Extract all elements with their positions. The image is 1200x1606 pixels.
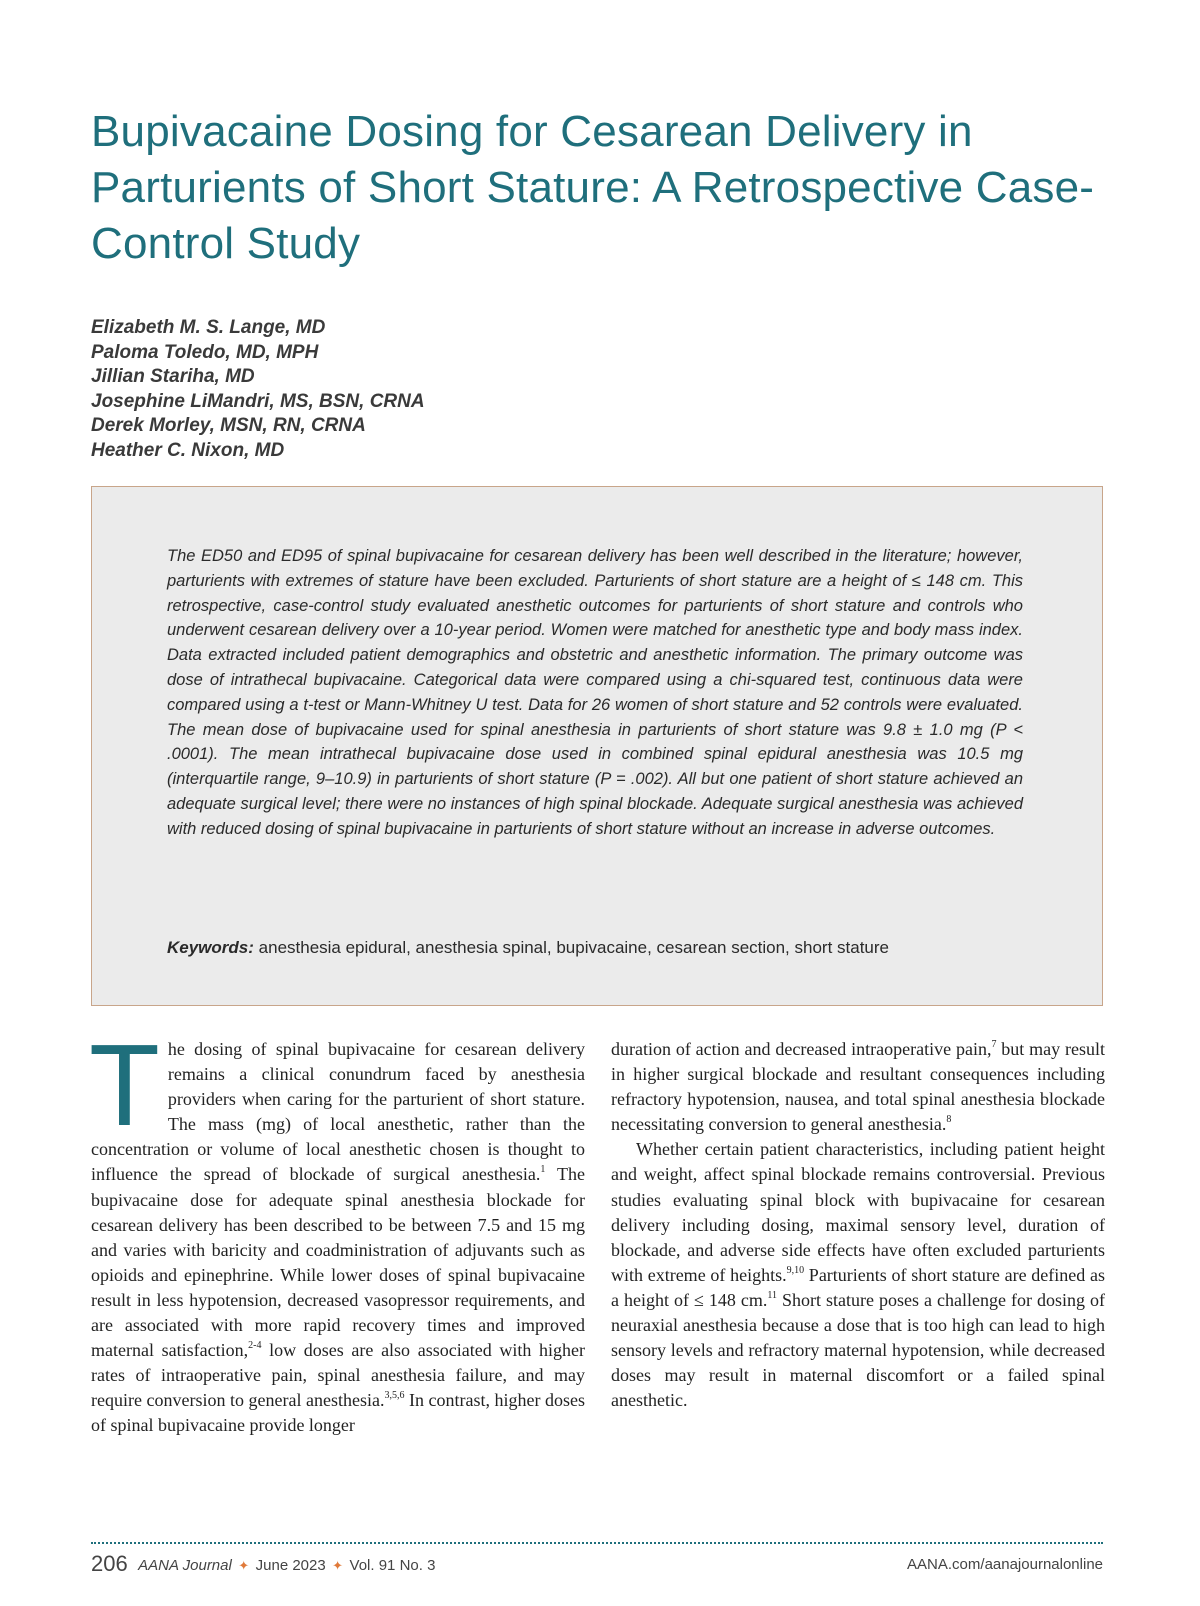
- body-text: Short stature poses a challenge for dosing of neuraxial anesthesia because a dose that is too high can lead to high sensory levels and refractory maternal hypotension, while decreased doses may result in maternal discomfort or a failed spinal anesthetic.: [611, 1289, 1106, 1411]
- author-name: Heather C. Nixon, MD: [91, 439, 285, 461]
- keywords-label: Keywords:: [167, 938, 254, 957]
- author-name: Josephine LiMandri, MS, BSN, CRNA: [91, 390, 425, 412]
- author-name: Derek Morley, MSN, RN, CRNA: [91, 415, 366, 437]
- body-text: In contrast, higher doses of spinal bupivacaine provide longer: [91, 1390, 585, 1436]
- citation-ref: 9,10: [786, 1264, 805, 1276]
- body-text: low doses are also associated with higher rates of intraoperative pain, spinal anesthesia failure, and may require conversion to general anesthesia.: [91, 1340, 585, 1411]
- citation-ref: 8: [946, 1114, 952, 1126]
- author-name: Paloma Toledo, MD, MPH: [91, 341, 319, 363]
- body-column-left: [89, 1020, 585, 1439]
- journal-url: AANA.com/aanajournalonline: [907, 1556, 1103, 1573]
- body-column-right: [611, 1037, 1105, 1413]
- body-text: but may result in higher surgical blockade and resultant consequences including refractory hypotension, nausea, and total spinal anesthesia blockade necessitating conversion to general anesthesia.: [611, 1039, 1105, 1135]
- intro-paragraph: [89, 1020, 585, 1439]
- body-text: The bupivacaine dose for adequate spinal anesthesia blockade for cesarean delivery has been described to be between 7.5 and 15 mg and varies with baricity and coadministration of adjuvants such as opioids and epinephrine. While lower doses of spinal bupivacaine result in less hypotension, decreased vasopressor requirements, and are associated with more rapid recovery times and improved maternal satisfaction,: [91, 1164, 585, 1361]
- body-text: Parturients of short stature are defined as a height of ≤ 148 cm.: [611, 1264, 1105, 1310]
- citation-ref: 3,5,6: [384, 1390, 405, 1402]
- keywords-line: [167, 936, 1047, 960]
- body-text: Whether certain patient characteristics, including patient height and weight, affect spinal blockade remains controversial. Previous studies evaluating spinal block with bupivacaine for cesarean delivery including dosing, maximal sensory level, duration of blockade, and adverse side effects have often excluded parturients with extreme of heights.: [611, 1139, 1105, 1285]
- body-text: duration of action and decreased intraoperative pain,: [611, 1039, 992, 1059]
- drop-cap: T: [89, 1020, 160, 1150]
- abstract-text: The ED50 and ED95 of spinal bupivacaine for cesarean delivery has been well described in the literature; however, parturients with extremes of stature have been excluded. Parturients of short stature are a height of ≤ 148 cm. This retrospective, case-control study evaluated anesthetic outcomes for parturients of short stature and controls who underwent cesarean delivery over a 10-year period. Women were matched for anesthetic type and body mass index. Data extracted included patient demographics and obstetric and anesthetic information. The primary outcome was dose of intrathecal bupivacaine. Categorical data were compared using a chi-squared test, continuous data were compared using a t-test or Mann-Whitney U test. Data for 26 women of short stature and 52 controls were evaluated. The mean dose of bupivacaine used for spinal anesthesia in parturients of short stature was 9.8 ± 1.0 mg (P < .0001). The mean intrathecal bupivacaine dose used in combined spinal epidural anesthesia was 10.5 mg (interquartile range, 9–10.9) in parturients of short stature (P = .002). All but one patient of short stature achieved an adequate surgical level; there were no instances of high spinal blockade. Adequate surgical anesthesia was achieved with reduced dosing of spinal bupivacaine in parturients of short stature without an increase in adverse outcomes.: [167, 547, 1023, 838]
- page-number: 206: [91, 1551, 128, 1576]
- citation-ref: 11: [767, 1289, 778, 1301]
- separator-icon: ✦: [238, 1558, 250, 1573]
- article-title: Bupivacaine Dosing for Cesarean Delivery in Parturients of Short Stature: A Retrospective Case-Control Study: [91, 107, 1095, 268]
- continued-paragraph: [611, 1037, 1105, 1137]
- body-text: he dosing of spinal bupivacaine for cesarean delivery remains a clinical conundrum faced by anesthesia providers when caring for the parturient of short stature. The mass (mg) of local anesthetic, rather than the concentration or volume of local anesthetic chosen is thought to influence the spread of blockade of surgical anesthesia.: [91, 1039, 585, 1185]
- journal-name: AANA Journal: [138, 1557, 232, 1574]
- abstract-box: [91, 486, 1103, 1006]
- issue-volume: Vol. 91 No. 3: [349, 1557, 436, 1574]
- author-list: [91, 316, 791, 464]
- issue-date: June 2023: [255, 1557, 326, 1574]
- footer-citation: [91, 1551, 435, 1577]
- body-paragraph: [611, 1137, 1105, 1413]
- author-name: Jillian Stariha, MD: [91, 366, 255, 388]
- separator-icon: ✦: [332, 1558, 344, 1573]
- keywords-list: anesthesia epidural, anesthesia spinal, bupivacaine, cesarean section, short stature: [258, 938, 889, 957]
- citation-ref: 1: [540, 1164, 546, 1176]
- author-name: Elizabeth M. S. Lange, MD: [91, 317, 326, 338]
- citation-ref: 7: [991, 1039, 997, 1050]
- citation-ref: 2-4: [248, 1340, 262, 1352]
- footer-divider: [91, 1542, 1103, 1544]
